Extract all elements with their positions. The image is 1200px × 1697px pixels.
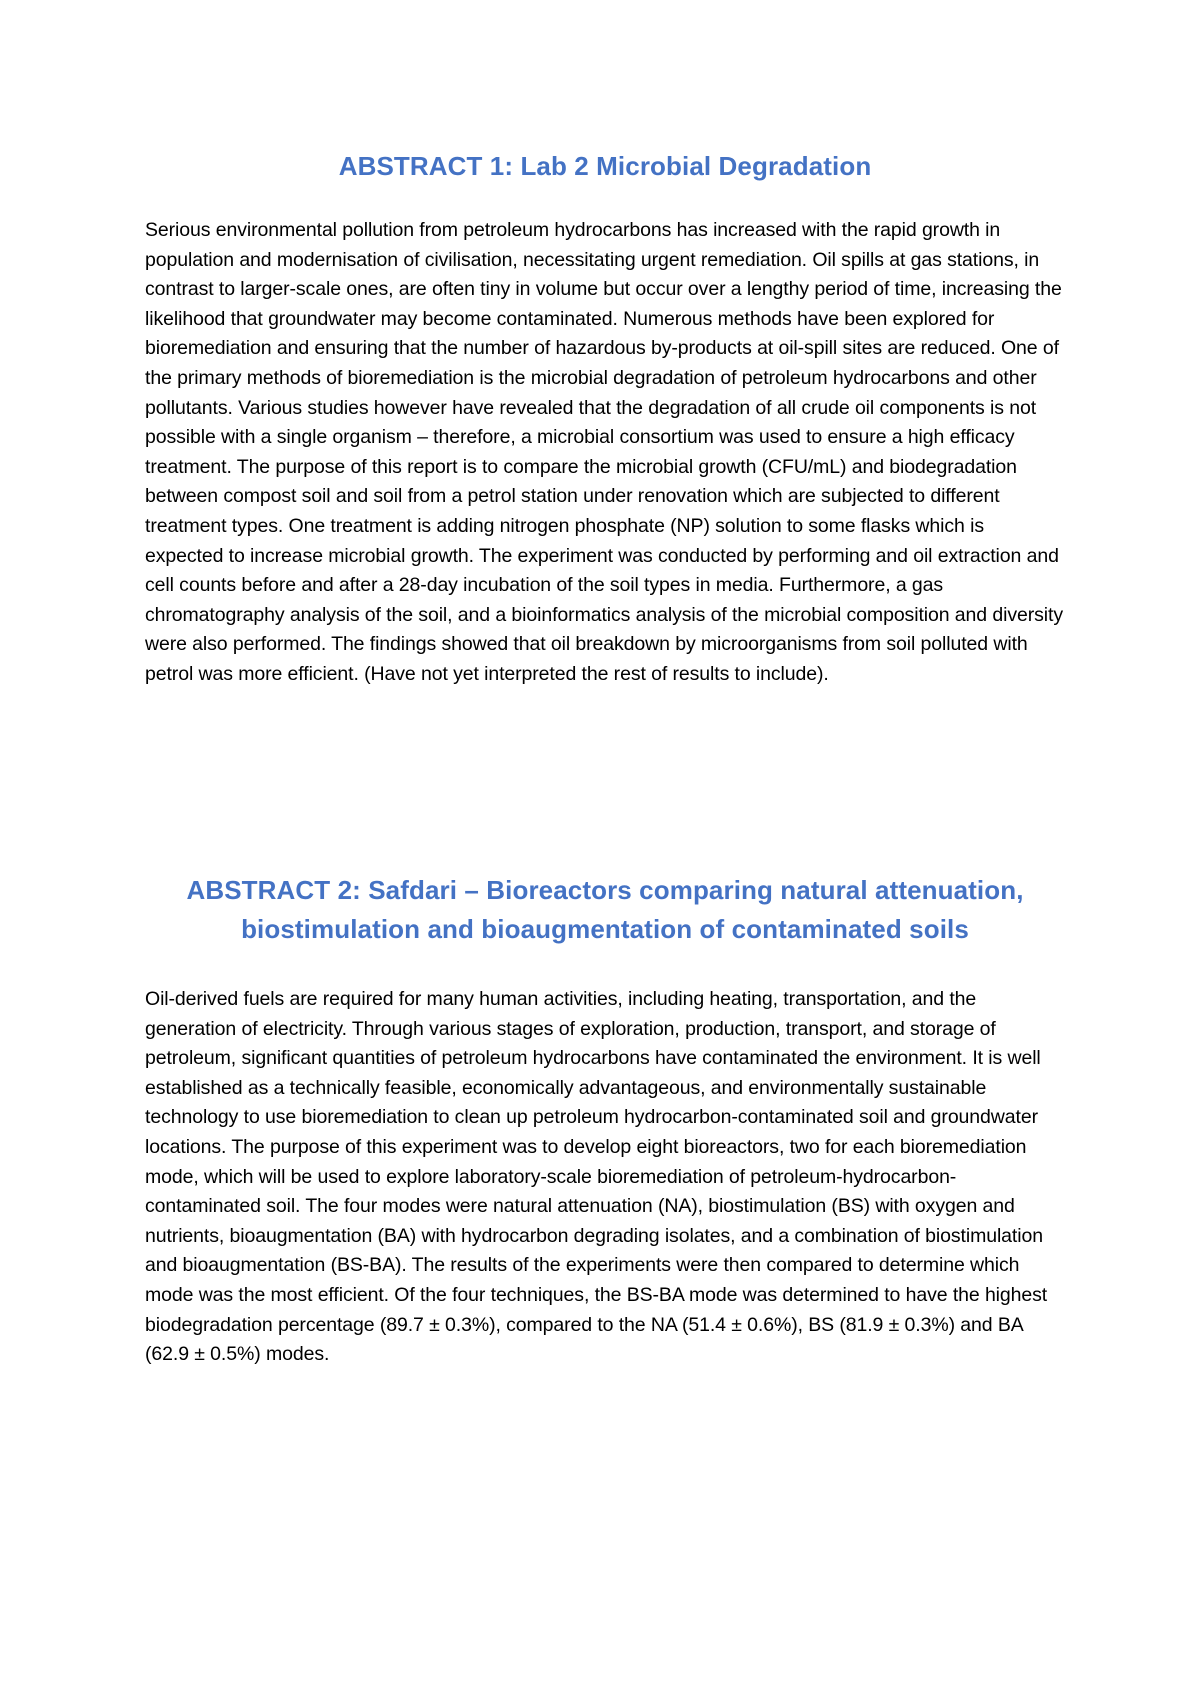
abstract-2-body: Oil-derived fuels are required for many human activities, including heating, transportation, and the generation of electricity. Through various stages of exploration, production, transport, and storage of petroleum, significant quantities of petroleum hydrocarbons have contaminated the environment. It is well established as a technically feasible, economically advantageous, and environmentally sustainable technology to use bioremediation to clean up petroleum hydrocarbon-contaminated soil and groundwater locations. The purpose of this experiment was to develop eight bioreactors, two for each bioremediation mode, which will be used to explore laboratory-scale bioremediation of petroleum-hydrocarbon-contaminated soil. The four modes were natural attenuation (NA), biostimulation (BS) with oxygen and nutrients, bioaugmentation (BA) with hydrocarbon degrading isolates, and a combination of biostimulation and bioaugmentation (BS-BA). The results of the experiments were then compared to determine which mode was the most efficient. Of the four techniques, the BS-BA mode was determined to have the highest biodegradation percentage (89.7 ± 0.3%), compared to the NA (51.4 ± 0.6%), BS (81.9 ± 0.3%) and BA (62.9 ± 0.5%) modes. <box>145 988 1048 1366</box>
abstract-1-body: Serious environmental pollution from petroleum hydrocarbons has increased with the rapid growth in population and modernisation of civilisation, necessitating urgent remediation. Oil spills at gas stations, in contrast to larger-scale ones, are often tiny in volume but occur over a lengthy period of time, increasing the likelihood that groundwater may become contaminated. Numerous methods have been explored for bioremediation and ensuring that the number of hazardous by-products at oil-spill sites are reduced. One of the primary methods of bioremediation is the microbial degradation of petroleum hydrocarbons and other pollutants. Various studies however have revealed that the degradation of all crude oil components is not possible with a single organism – therefore, a microbial consortium was used to ensure a high efficacy treatment. The purpose of this report is to compare the microbial growth (CFU/mL) and biodegradation between compost soil and soil from a petrol station under renovation which are subjected to different treatment types. One treatment is adding nitrogen phosphate (NP) solution to some flasks which is expected to increase microbial growth. The experiment was conducted by performing and oil extraction and cell counts before and after a 28-day incubation of the soil types in media. Furthermore, a gas chromatography analysis of the soil, and a bioinformatics analysis of the microbial composition and diversity were also performed. The findings showed that oil breakdown by microorganisms from soil polluted with petrol was more efficient. (Have not yet interpreted the rest of results to include). <box>145 219 1063 685</box>
abstract-1-title: ABSTRACT 1: Lab 2 Microbial Degradation <box>338 151 872 181</box>
abstract-1-section <box>145 147 1065 690</box>
abstract-2-section <box>145 871 1065 1370</box>
abstract-2-title: ABSTRACT 2: Safdari – Bioreactors comparing natural attenuation, biostimulation and bioaugmentation of contaminated soils <box>186 875 1024 944</box>
